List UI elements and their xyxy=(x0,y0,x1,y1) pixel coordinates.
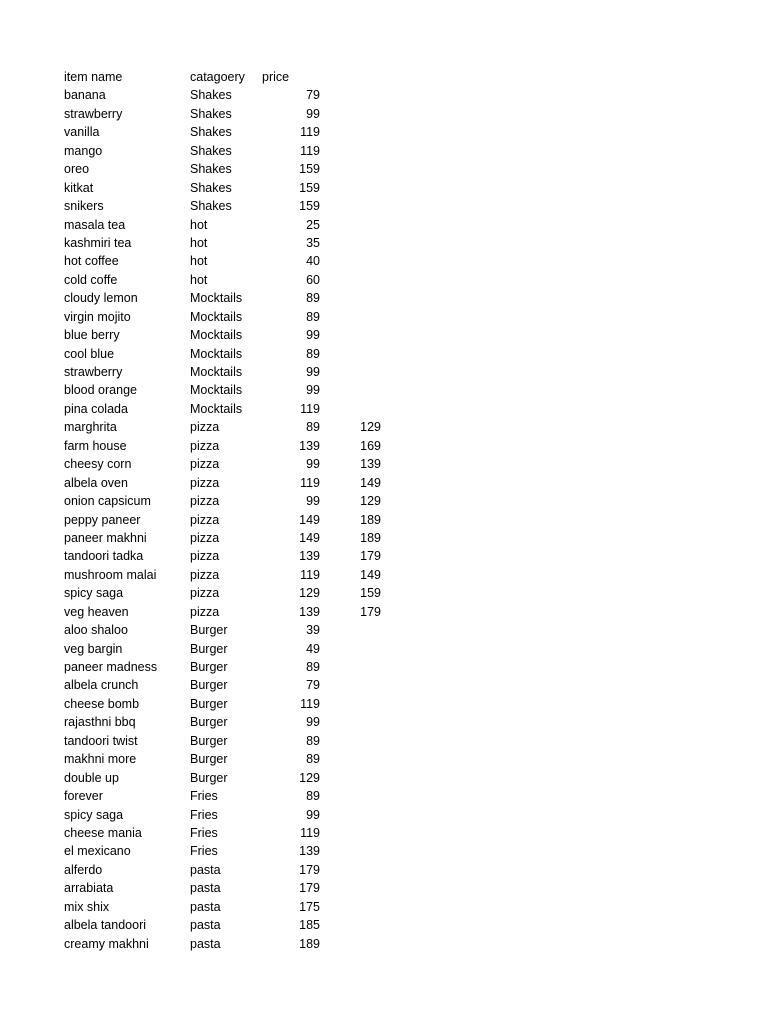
table-row xyxy=(0,603,768,621)
category-cell: pasta xyxy=(190,881,221,896)
large-price-cell: 179 xyxy=(360,604,381,619)
category-cell: Burger xyxy=(190,770,228,785)
item-name-cell: double up xyxy=(64,770,119,785)
price-cell: 99 xyxy=(306,494,320,509)
price-cell: 35 xyxy=(306,235,320,250)
category-cell: Shakes xyxy=(190,180,232,195)
item-name-cell: el mexicano xyxy=(64,844,131,859)
price-cell: 119 xyxy=(300,696,320,711)
category-cell: Mocktails xyxy=(190,328,243,343)
category-cell: pizza xyxy=(190,530,220,545)
large-price-cell: 129 xyxy=(360,494,381,509)
price-cell: 159 xyxy=(299,199,320,214)
price-cell: 189 xyxy=(299,936,320,951)
price-cell: 179 xyxy=(299,862,320,877)
price-cell: 60 xyxy=(306,272,320,287)
price-cell: 99 xyxy=(306,807,320,822)
price-cell: 89 xyxy=(306,420,320,435)
table-row xyxy=(0,824,768,842)
header-row xyxy=(0,68,768,86)
price-cell: 175 xyxy=(299,899,320,914)
item-name-cell: marghrita xyxy=(64,420,117,435)
price-cell: 99 xyxy=(306,106,320,121)
large-price-cell: 159 xyxy=(360,586,381,601)
category-cell: Burger xyxy=(190,641,228,656)
category-cell: pizza xyxy=(190,586,220,601)
table-row xyxy=(0,640,768,658)
table-row xyxy=(0,289,768,307)
category-cell: pizza xyxy=(190,512,220,527)
category-cell: pasta xyxy=(190,899,221,914)
table-row xyxy=(0,842,768,860)
item-name-cell: cool blue xyxy=(64,346,115,361)
price-cell: 185 xyxy=(299,918,320,933)
table-row xyxy=(0,529,768,547)
category-cell: Shakes xyxy=(190,143,232,158)
table-row xyxy=(0,142,768,160)
item-name-cell: albela crunch xyxy=(64,678,139,693)
category-cell: Burger xyxy=(190,678,228,693)
table-row xyxy=(0,787,768,805)
category-cell: pasta xyxy=(190,862,221,877)
table-row xyxy=(0,381,768,399)
table-row xyxy=(0,935,768,953)
item-name-cell: peppy paneer xyxy=(64,512,141,527)
item-name-cell: mushroom malai xyxy=(64,567,157,582)
item-name-cell: cheese bomb xyxy=(64,696,140,711)
table-row xyxy=(0,676,768,694)
category-cell: Burger xyxy=(190,660,228,674)
category-cell: Shakes xyxy=(190,125,232,140)
header-item-name: item name xyxy=(64,70,123,84)
price-cell: 139 xyxy=(299,438,320,453)
item-name-cell: cheese mania xyxy=(64,825,142,840)
price-cell: 99 xyxy=(306,328,320,343)
table-row xyxy=(0,86,768,104)
item-name-cell: mango xyxy=(64,143,103,158)
item-name-cell: arrabiata xyxy=(64,881,114,896)
table-row xyxy=(0,123,768,141)
price-cell: 139 xyxy=(299,844,320,859)
category-cell: Fries xyxy=(190,825,218,840)
category-cell: Mocktails xyxy=(190,365,243,379)
item-name-cell: cold coffe xyxy=(64,272,118,287)
table-row xyxy=(0,511,768,529)
item-name-cell: masala tea xyxy=(64,217,126,232)
large-price-cell: 179 xyxy=(360,549,381,564)
table-row xyxy=(0,658,768,676)
item-name-cell: cloudy lemon xyxy=(64,291,138,306)
item-name-cell: tandoori twist xyxy=(64,733,138,748)
item-name-cell: paneer makhni xyxy=(64,530,147,545)
price-cell: 119 xyxy=(300,475,320,490)
item-name-cell: tandoori tadka xyxy=(64,549,144,564)
category-cell: pizza xyxy=(190,549,220,564)
category-cell: pizza xyxy=(190,475,220,490)
large-price-cell: 189 xyxy=(360,530,381,545)
price-cell: 149 xyxy=(299,512,320,527)
price-cell: 119 xyxy=(300,143,320,158)
table-row xyxy=(0,713,768,731)
category-cell: hot xyxy=(190,235,208,250)
price-cell: 39 xyxy=(306,623,320,638)
item-name-cell: forever xyxy=(64,789,103,804)
price-cell: 119 xyxy=(300,825,320,840)
item-name-cell: vanilla xyxy=(64,125,100,140)
category-cell: pizza xyxy=(190,457,220,472)
item-name-cell: mix shix xyxy=(64,899,110,914)
table-row xyxy=(0,363,768,381)
category-cell: Burger xyxy=(190,733,228,748)
category-cell: pasta xyxy=(190,936,221,951)
price-cell: 99 xyxy=(306,365,320,379)
category-cell: pizza xyxy=(190,438,220,453)
item-name-cell: blue berry xyxy=(64,328,120,343)
item-name-cell: makhni more xyxy=(64,752,137,767)
price-cell: 119 xyxy=(300,567,320,582)
category-cell: pasta xyxy=(190,918,221,933)
price-cell: 40 xyxy=(306,254,320,269)
category-cell: Burger xyxy=(190,715,228,730)
item-name-cell: creamy makhni xyxy=(64,936,149,951)
price-cell: 139 xyxy=(299,604,320,619)
price-cell: 25 xyxy=(306,217,320,232)
item-name-cell: veg bargin xyxy=(64,641,123,656)
category-cell: Mocktails xyxy=(190,383,243,398)
price-cell: 179 xyxy=(299,881,320,896)
table-row xyxy=(0,437,768,455)
table-row xyxy=(0,492,768,510)
table-row xyxy=(0,345,768,363)
table-row xyxy=(0,308,768,326)
price-cell: 49 xyxy=(306,641,320,656)
large-price-cell: 189 xyxy=(360,512,381,527)
price-cell: 129 xyxy=(299,586,320,601)
price-cell: 149 xyxy=(299,530,320,545)
header-price: price xyxy=(262,70,290,84)
price-cell: 89 xyxy=(306,291,320,306)
table-row xyxy=(0,252,768,270)
category-cell: pizza xyxy=(190,604,220,619)
price-cell: 159 xyxy=(299,180,320,195)
price-cell: 89 xyxy=(306,789,320,804)
category-cell: Mocktails xyxy=(190,401,243,416)
table-row xyxy=(0,584,768,602)
table-row xyxy=(0,216,768,234)
category-cell: Burger xyxy=(190,623,228,638)
table-row xyxy=(0,732,768,750)
table-row xyxy=(0,898,768,916)
category-cell: Fries xyxy=(190,789,218,804)
category-cell: Mocktails xyxy=(190,291,243,306)
price-cell: 79 xyxy=(306,88,320,103)
table-row xyxy=(0,105,768,123)
price-cell: 159 xyxy=(299,162,320,177)
item-name-cell: spicy saga xyxy=(64,586,124,601)
category-cell: hot xyxy=(190,272,208,287)
price-cell: 119 xyxy=(300,401,320,416)
price-cell: 119 xyxy=(300,125,320,140)
table-row xyxy=(0,179,768,197)
category-cell: Burger xyxy=(190,752,228,767)
price-cell: 89 xyxy=(306,346,320,361)
category-cell: Shakes xyxy=(190,199,232,214)
category-cell: Mocktails xyxy=(190,309,243,324)
item-name-cell: albela oven xyxy=(64,475,128,490)
table-row xyxy=(0,806,768,824)
price-cell: 89 xyxy=(306,660,320,674)
table-row xyxy=(0,879,768,897)
item-name-cell: spicy saga xyxy=(64,807,124,822)
header-category: catagoery xyxy=(190,70,245,84)
table-row xyxy=(0,197,768,215)
item-name-cell: veg heaven xyxy=(64,604,129,619)
item-name-cell: oreo xyxy=(64,162,90,177)
category-cell: pizza xyxy=(190,420,220,435)
table-row xyxy=(0,418,768,436)
table-row xyxy=(0,566,768,584)
large-price-cell: 129 xyxy=(360,420,381,435)
large-price-cell: 149 xyxy=(360,475,381,490)
table-row xyxy=(0,769,768,787)
price-cell: 89 xyxy=(306,309,320,324)
item-name-cell: hot coffee xyxy=(64,254,119,269)
large-price-cell: 169 xyxy=(360,438,381,453)
large-price-cell: 149 xyxy=(360,567,381,582)
table-row xyxy=(0,916,768,934)
menu-rows xyxy=(0,86,768,953)
category-cell: Fries xyxy=(190,807,218,822)
table-row xyxy=(0,234,768,252)
category-cell: Shakes xyxy=(190,106,232,121)
item-name-cell: virgin mojito xyxy=(64,309,131,324)
large-price-cell: 139 xyxy=(360,457,381,472)
category-cell: hot xyxy=(190,217,208,232)
table-row xyxy=(0,547,768,565)
item-name-cell: strawberry xyxy=(64,106,123,121)
item-name-cell: strawberry xyxy=(64,365,123,379)
item-name-cell: banana xyxy=(64,88,106,103)
table-row xyxy=(0,621,768,639)
table-row xyxy=(0,271,768,289)
category-cell: Mocktails xyxy=(190,346,243,361)
table-row xyxy=(0,326,768,344)
item-name-cell: alferdo xyxy=(64,862,103,877)
item-name-cell: cheesy corn xyxy=(64,457,132,472)
table-row xyxy=(0,160,768,178)
item-name-cell: blood orange xyxy=(64,383,137,398)
item-name-cell: onion capsicum xyxy=(64,494,151,509)
table-row xyxy=(0,695,768,713)
table-row xyxy=(0,400,768,418)
item-name-cell: snikers xyxy=(64,199,104,214)
price-cell: 89 xyxy=(306,752,320,767)
item-name-cell: albela tandoori xyxy=(64,918,147,933)
item-name-cell: rajasthni bbq xyxy=(64,715,136,730)
price-cell: 99 xyxy=(306,715,320,730)
item-name-cell: farm house xyxy=(64,438,127,453)
table-row xyxy=(0,474,768,492)
item-name-cell: kashmiri tea xyxy=(64,235,132,250)
table-row xyxy=(0,750,768,768)
table-row xyxy=(0,455,768,473)
price-cell: 139 xyxy=(299,549,320,564)
price-cell: 129 xyxy=(299,770,320,785)
category-cell: Burger xyxy=(190,696,228,711)
price-cell: 99 xyxy=(306,457,320,472)
price-cell: 89 xyxy=(306,733,320,748)
table-row xyxy=(0,861,768,879)
item-name-cell: aloo shaloo xyxy=(64,623,128,638)
category-cell: hot xyxy=(190,254,208,269)
item-name-cell: pina colada xyxy=(64,401,128,416)
price-cell: 79 xyxy=(306,678,320,693)
category-cell: pizza xyxy=(190,567,220,582)
item-name-cell: kitkat xyxy=(64,180,94,195)
category-cell: Shakes xyxy=(190,162,232,177)
item-name-cell: paneer madness xyxy=(64,660,158,674)
category-cell: Shakes xyxy=(190,88,232,103)
price-cell: 99 xyxy=(306,383,320,398)
menu-sheet xyxy=(0,68,768,953)
category-cell: Fries xyxy=(190,844,218,859)
category-cell: pizza xyxy=(190,494,220,509)
